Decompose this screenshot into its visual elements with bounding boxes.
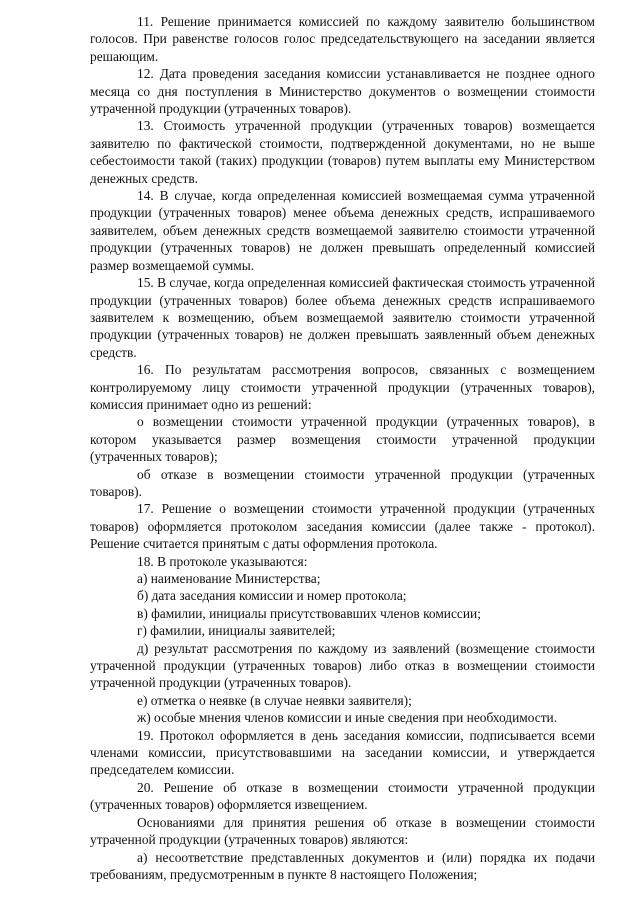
paragraph-12: 12. Дата проведения заседания комиссии устанавливается не позднее одного месяца со дня поступления в Министерство документов о возмещении стоимости утраченной продукции (утраченных товаров). (90, 66, 595, 117)
paragraph-18-item-zh: ж) особые мнения членов комиссии и иные сведения при необходимости. (137, 710, 558, 726)
paragraph-11: 11. Решение принимается комиссией по каждому заявителю большинством голосов. При равенстве голосов голос председательствующего на заседании является решающим. (90, 14, 595, 64)
paragraph-16: 16. По результатам рассмотрения вопросов, связанных с возмещением контролируемому лицу стоимости утраченной продукции (утраченных товаров), комиссия принимает одно из решений: (90, 362, 595, 412)
paragraph-14: 14. В случае, когда определенная комиссией возмещаемая сумма утраченной продукции (утраченных товаров) менее объема денежных средств, испрашиваемого заявителем, объем денежных средств возмещаемой заявителю стоимости утраченной продукции (утраченных товаров) не должен превышать определенный комиссией размер возмещаемой суммы. (90, 188, 595, 273)
paragraph-15: 15. В случае, когда определенная комиссией фактическая стоимость утраченной продукции (утраченных товаров) более объема денежных средств испрашиваемого заявителем к возмещению, объем возмещаемой заявителю стоимости утраченной продукции (утраченных товаров) не должен превышать заявленный объем денежных средств. (90, 275, 595, 360)
document-page (90, 13, 595, 883)
paragraph-18-item-v: в) фамилии, инициалы присутствовавших членов комиссии; (137, 605, 481, 621)
paragraph-18-item-e: е) отметка о неявке (в случае неявки заявителя); (137, 692, 412, 708)
paragraph-13: 13. Стоимость утраченной продукции (утраченных товаров) возмещается заявителю по фактической стоимости, подтвержденной документами, но не выше себестоимости такой (таких) продукции (товаров) путем выплаты ему Министерством денежных средств. (90, 118, 595, 186)
paragraph-17: 17. Решение о возмещении стоимости утраченной продукции (утраченных товаров) оформляется протоколом заседания комиссии (далее также - протокол). Решение считается принятым с даты оформления протокола. (90, 501, 595, 552)
paragraph-18-item-g: г) фамилии, инициалы заявителей; (137, 623, 336, 639)
paragraph-18-item-a: а) наименование Министерства; (137, 571, 321, 586)
paragraph-18-item-b: б) дата заседания комиссии и номер протокола; (137, 588, 407, 604)
paragraph-16-option-2: об отказе в возмещении стоимости утраченной продукции (утраченных товаров). (90, 466, 595, 499)
paragraph-16-option-1: о возмещении стоимости утраченной продукции (утраченных товаров), в котором указывается размер возмещения стоимости утраченной продукции (утраченных товаров); (90, 414, 595, 465)
paragraph-18-item-d: д) результат рассмотрения по каждому из заявлений (возмещение стоимости утраченной продукции (утраченных товаров) либо отказ в возмещении стоимости утраченной продукции (утраченных товаров). (90, 640, 595, 691)
paragraph-20-item-a: а) несоответствие представленных документов и (или) порядка их подачи требованиям, предусмотренным в пункте 8 настоящего Положения; (90, 849, 595, 882)
paragraph-18: 18. В протоколе указываются: (137, 553, 308, 569)
paragraph-19: 19. Протокол оформляется в день заседания комиссии, подписывается всеми членами комиссии, присутствовавшими на заседании комиссии, и утверждается председателем комиссии. (90, 727, 595, 778)
paragraph-20-grounds: Основаниями для принятия решения об отказе в возмещении стоимости утраченной продукции (утраченных товаров) являются: (90, 814, 595, 848)
paragraph-20: 20. Решение об отказе в возмещении стоимости утраченной продукции (утраченных товаров) оформляется извещением. (90, 779, 595, 813)
